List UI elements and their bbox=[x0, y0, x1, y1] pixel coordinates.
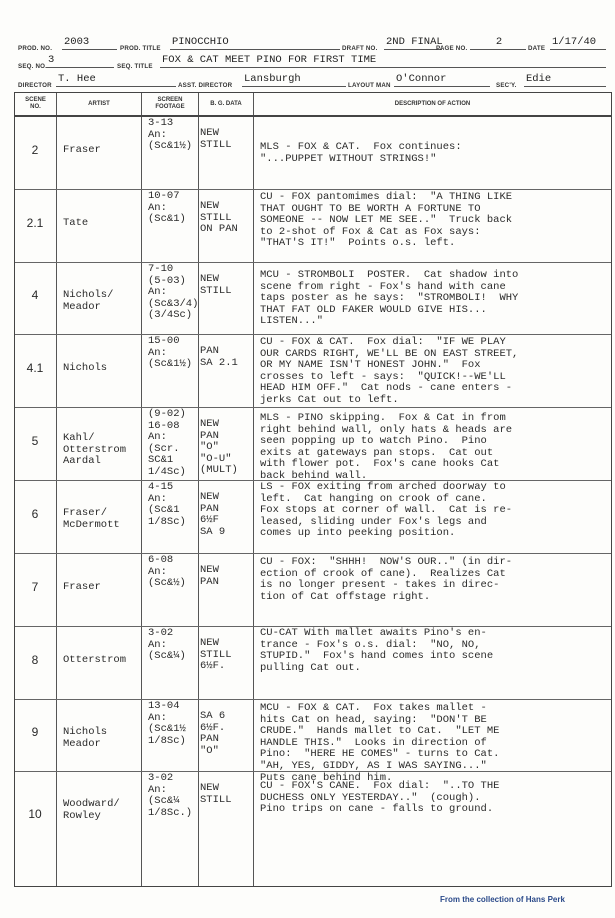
table-row bbox=[15, 334, 611, 408]
scene-number: 10 bbox=[28, 807, 42, 821]
director-value: T. Hee bbox=[56, 73, 176, 87]
date-value: 1/17/40 bbox=[550, 36, 606, 50]
bg-data: NEW STILL bbox=[200, 273, 232, 297]
action-description: CU - FOX'S CANE. Fox dial: "..TO THE DUCHESS ONLY YESTERDAY.." (cough). Pino trips on cane - falls to ground. bbox=[260, 780, 500, 816]
scene-number: 7 bbox=[31, 580, 39, 594]
bg-data: NEW STILL ON PAN bbox=[200, 200, 238, 236]
layout-man-value: O'Connor bbox=[394, 73, 490, 87]
screen-footage: 15-00 An: (Sc&1½) bbox=[148, 335, 193, 371]
header-line-2 bbox=[0, 54, 615, 72]
table-row bbox=[15, 189, 611, 263]
asst-director-label: ASST. DIRECTOR bbox=[178, 82, 233, 89]
bg-data: NEW PAN bbox=[200, 564, 219, 588]
screen-footage: 3-02 An: (Sc&¼ 1/8Sc.) bbox=[148, 772, 193, 819]
header-line-3 bbox=[0, 73, 615, 91]
asst-director-value: Lansburgh bbox=[242, 73, 346, 87]
draft-no-value: 2ND FINAL bbox=[386, 36, 443, 48]
artist-name: Nichols/ Meador bbox=[63, 289, 114, 313]
secy-label: SEC'Y. bbox=[496, 82, 517, 89]
screen-footage: 3-13 An: (Sc&1½) bbox=[148, 117, 193, 153]
table-row bbox=[15, 626, 611, 700]
director-label: DIRECTOR bbox=[18, 82, 52, 89]
artist-name: Kahl/ Otterstrom Aardal bbox=[63, 432, 127, 468]
screen-footage: 13-04 An: (Sc&1½ 1/8Sc) bbox=[148, 700, 186, 747]
artist-name: Tate bbox=[63, 217, 89, 229]
action-description: CU - FOX pantomimes dial: "A THING LIKE THAT OUGHT TO BE WORTH A FORTUNE TO SOMEONE -- NOW LET ME SEE.." Truck back to 2-shot of Fox & Cat as Fox says: "THAT'S IT!" Points o.s. left. bbox=[260, 191, 513, 250]
action-description: CU - FOX & CAT. Fox dial: "IF WE PLAY OUR CARDS RIGHT, WE'LL BE ON EAST STREET, OR MY NAME ISN'T HONEST JOHN." Fox crosses to left - says: "QUICK!--WE'LL HEAD HIM OFF." Cat nods - cane enters - jerks Cat out to left. bbox=[260, 336, 519, 406]
scene-number: 9 bbox=[31, 725, 39, 739]
table-row bbox=[15, 699, 611, 784]
bg-data: NEW PAN "O" "O-U" (MULT) bbox=[200, 418, 238, 477]
header-line-1 bbox=[0, 36, 615, 54]
table-row bbox=[15, 407, 611, 481]
page-no-label: PAGE NO. bbox=[436, 45, 468, 52]
bg-data: NEW PAN 6½F SA 9 bbox=[200, 491, 226, 538]
col-desc-header: DESCRIPTION OF ACTION bbox=[394, 100, 471, 107]
col-scene-header: SCENE NO. bbox=[25, 97, 46, 110]
screen-footage: 6-08 An: (Sc&½) bbox=[148, 554, 186, 590]
screen-footage: (9-02) 16-08 An: (Scr. SC&1 1/4Sc) bbox=[148, 408, 186, 478]
secy-value: Edie bbox=[524, 73, 606, 87]
screen-footage: 10-07 An: (Sc&1) bbox=[148, 190, 186, 226]
scene-number: 6 bbox=[31, 507, 39, 521]
date-label: DATE bbox=[528, 45, 546, 52]
seq-title-value: FOX & CAT MEET PINO FOR FIRST TIME bbox=[160, 54, 606, 68]
artist-name: Nichols Meador bbox=[63, 726, 108, 750]
table-row bbox=[15, 553, 611, 627]
action-description: MLS - FOX & CAT. Fox continues: "...PUPPET WITHOUT STRINGS!" bbox=[260, 141, 462, 165]
artist-name: Otterstrom bbox=[63, 654, 127, 666]
prod-title-value: PINOCCHIO bbox=[170, 36, 340, 50]
scene-number: 2.1 bbox=[26, 216, 44, 230]
artist-name: Woodward/ Rowley bbox=[63, 798, 120, 822]
artist-name: Fraser/ McDermott bbox=[63, 507, 120, 531]
table-row bbox=[15, 771, 611, 863]
col-bg-header: B. G. DATA bbox=[210, 100, 242, 107]
col-artist-header: ARTIST bbox=[88, 100, 110, 107]
bg-data: PAN SA 2.1 bbox=[200, 345, 238, 369]
scene-number: 4.1 bbox=[26, 361, 44, 375]
prod-title-label: PROD. TITLE bbox=[120, 45, 161, 52]
artist-name: Fraser bbox=[63, 144, 101, 156]
scene-number: 8 bbox=[31, 653, 39, 667]
col-footage-header: SCREEN FOOTAGE bbox=[155, 97, 185, 110]
screen-footage: 4-15 An: (Sc&1 1/8Sc) bbox=[148, 481, 186, 528]
collection-credit: From the collection of Hans Perk bbox=[440, 895, 565, 904]
prod-no-label: PROD. NO. bbox=[18, 45, 53, 52]
action-description: MLS - PINO skipping. Fox & Cat in from right behind wall, only hats & heads are seen popping up to watch Pino. Pino exits at gateways pan stops. Cat out with flower pot. Fox's cane hooks Cat back behind wall. bbox=[260, 412, 513, 482]
table-row bbox=[15, 116, 611, 190]
seq-title-label: SEQ. TITLE bbox=[117, 63, 153, 70]
table-row bbox=[15, 262, 611, 335]
seq-no-label: SEQ. NO. bbox=[18, 63, 48, 70]
page-no-value: 2 bbox=[470, 36, 526, 50]
artist-name: Nichols bbox=[63, 362, 108, 374]
table-row bbox=[15, 480, 611, 554]
layout-man-label: LAYOUT MAN bbox=[348, 82, 391, 89]
bg-data: NEW STILL bbox=[200, 127, 232, 151]
prod-no-value: 2003 bbox=[62, 36, 117, 50]
action-description: MCU - FOX & CAT. Fox takes mallet - hits Cat on head, saying: "DON'T BE CRUDE." Hands mallet to Cat. "LET ME HANDLE THIS." Looks in direction of Pino: "HERE HE COMES" - turns to Cat. "AH, YES, GIDDY, AS I WAS SAYING..." Puts cane behind him. bbox=[260, 702, 500, 784]
draft-no-label: DRAFT NO. bbox=[342, 45, 378, 52]
action-description: LS - FOX exiting from arched doorway to left. Cat hanging on crook of cane. Fox stops at corner of wall. Cat is re- leased, sliding under Fox's legs and comes up into peeking position. bbox=[260, 481, 513, 540]
scene-number: 4 bbox=[31, 288, 39, 302]
action-description: CU - FOX: "SHHH! NOW'S OUR.." (in dir- ection of crook of cane). Realizes Cat is no longer present - takes in direc- tion of Cat offstage right. bbox=[260, 556, 513, 603]
table-header bbox=[15, 93, 611, 117]
bg-data: NEW STILL 6½F. bbox=[200, 637, 232, 673]
bg-data: SA 6 6½F. PAN "O" bbox=[200, 710, 226, 757]
bg-data: NEW STILL bbox=[200, 782, 232, 806]
action-description: CU-CAT With mallet awaits Pino's en- trance - Fox's o.s. dial: "NO, NO, STUPID." Fox's hand comes into scene pulling Cat out. bbox=[260, 627, 494, 674]
screen-footage: 3-02 An: (Sc&¼) bbox=[148, 627, 186, 663]
screen-footage: 7-10 (5-03) An: (Sc&3/4) (3/4Sc) bbox=[148, 263, 199, 322]
artist-name: Fraser bbox=[63, 581, 101, 593]
action-description: MCU - STROMBOLI POSTER. Cat shadow into scene from right - Fox's hand with cane taps poster as he says: "STROMBOLI! WHY THAT FAT OLD FAKER WOULD GIVE HIS... LISTEN..." bbox=[260, 269, 519, 328]
scene-number: 5 bbox=[31, 434, 39, 448]
seq-no-value: 3 bbox=[46, 54, 114, 68]
scene-table bbox=[14, 92, 612, 887]
scene-number: 2 bbox=[31, 143, 39, 157]
